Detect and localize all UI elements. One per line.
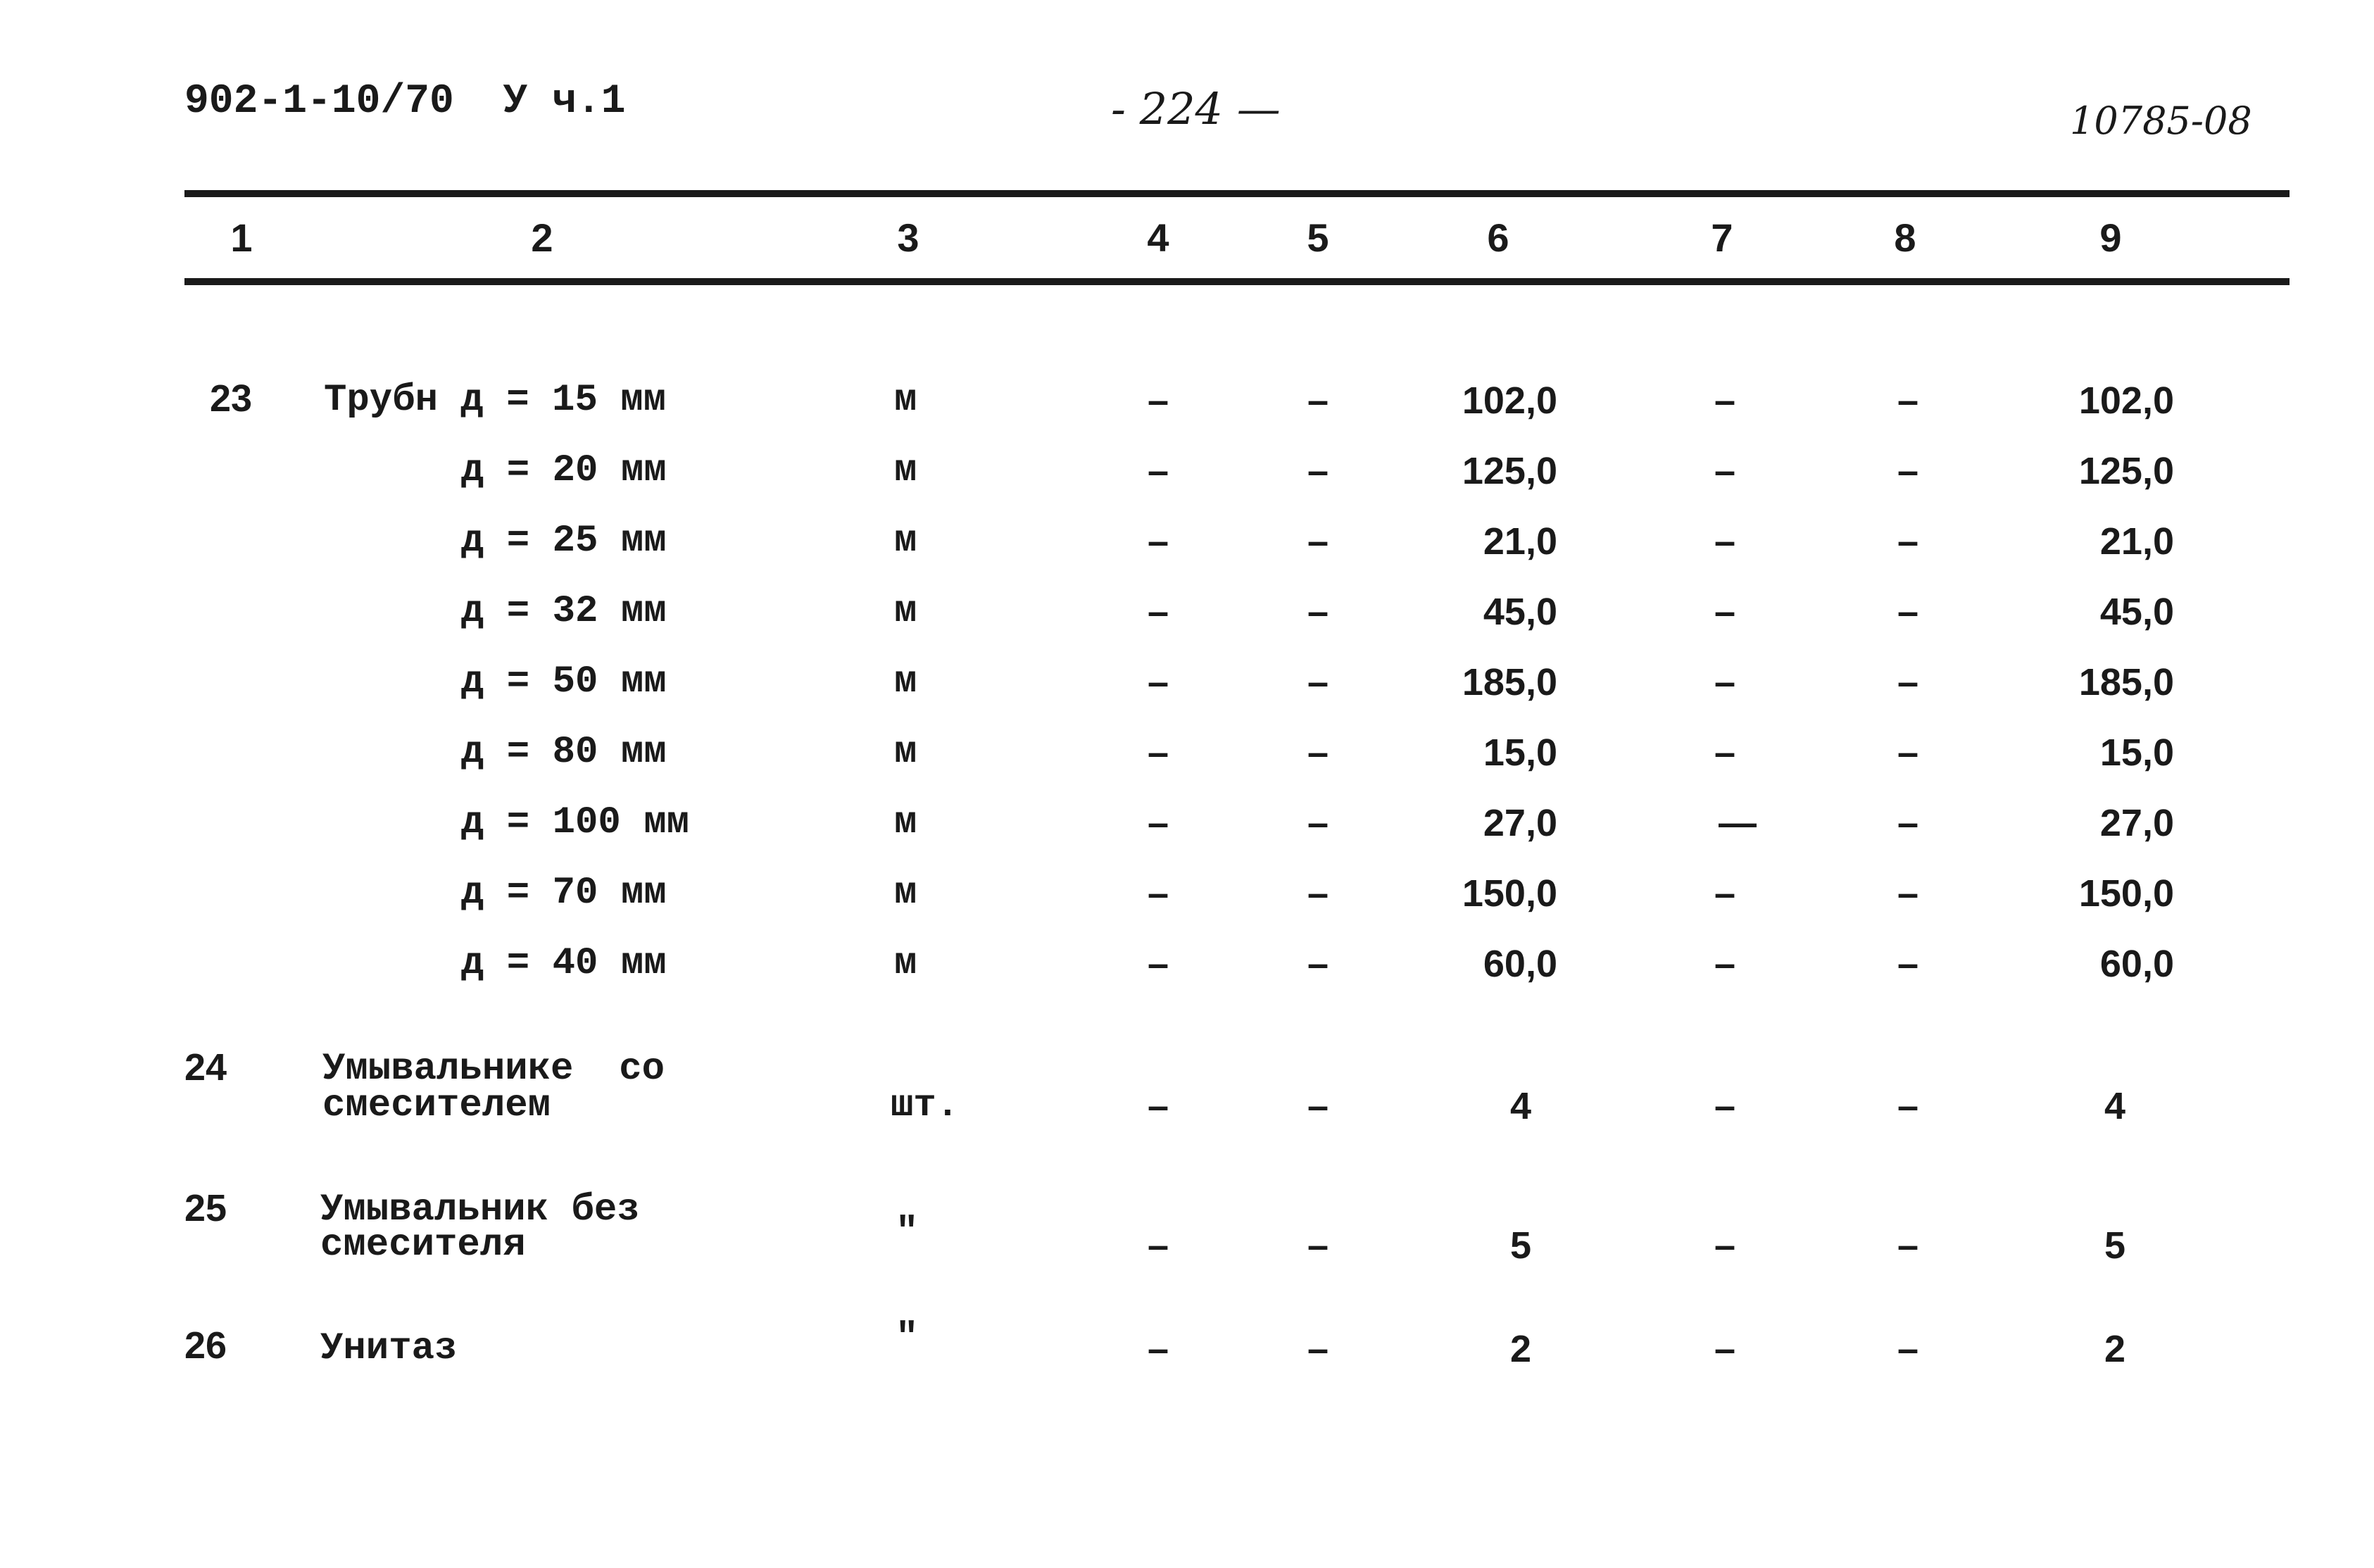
archive-number: 10785-08 <box>2070 99 2252 143</box>
item-name-line1: Умывальнике со <box>322 1048 665 1091</box>
item-name: д = 40 мм <box>461 942 667 985</box>
item-name-line1: Умывальник без <box>320 1188 640 1231</box>
column-header-3: 3 <box>897 215 919 260</box>
col6-value: 4 <box>1509 1085 1532 1127</box>
col7-value: – <box>1714 732 1736 774</box>
col8-value: – <box>1897 520 1919 563</box>
table-header-rule <box>184 278 2290 285</box>
col7-value: – <box>1714 1085 1736 1127</box>
item-name: д = 80 мм <box>461 731 667 774</box>
column-header-2: 2 <box>531 215 553 260</box>
unit: м <box>894 590 917 633</box>
col9-value: 2 <box>2104 1328 2126 1370</box>
col9-value: 5 <box>2104 1224 2126 1267</box>
col8-value: – <box>1897 943 1919 985</box>
col4-value: – <box>1147 872 1169 915</box>
item-name: д = 25 мм <box>461 520 667 563</box>
col4-value: – <box>1147 591 1169 633</box>
col5-value: – <box>1307 1085 1329 1127</box>
page-number: - 224 — <box>1111 83 1281 134</box>
col8-value: – <box>1897 732 1919 774</box>
item-name-line2: смесителя <box>320 1224 526 1267</box>
column-header-9: 9 <box>2099 215 2122 260</box>
unit: м <box>894 660 917 703</box>
row-number: 23 <box>210 377 253 420</box>
column-header-7: 7 <box>1711 215 1733 260</box>
col4-value: – <box>1147 943 1169 985</box>
col8-value: – <box>1897 1224 1919 1267</box>
col9-value: 15,0 <box>2099 732 2174 774</box>
col6-value: 15,0 <box>1483 732 1557 774</box>
col6-value: 5 <box>1509 1224 1532 1267</box>
unit: м <box>894 520 917 563</box>
col9-value: 21,0 <box>2099 520 2174 563</box>
col8-value: – <box>1897 661 1919 703</box>
col8-value: – <box>1897 802 1919 844</box>
col4-value: – <box>1147 1224 1169 1267</box>
col7-value: – <box>1714 520 1736 563</box>
unit: м <box>894 872 917 915</box>
column-header-6: 6 <box>1487 215 1509 260</box>
unit: " <box>896 1317 919 1360</box>
col5-value: – <box>1307 872 1329 915</box>
col7-value: – <box>1714 1328 1736 1370</box>
column-header-4: 4 <box>1147 215 1169 260</box>
col8-value: – <box>1897 1085 1919 1127</box>
item-name: Унитаз <box>320 1327 458 1370</box>
item-name: д = 70 мм <box>461 872 667 915</box>
col9-value: 27,0 <box>2099 802 2174 844</box>
item-name: д = 50 мм <box>461 660 667 703</box>
unit: шт. <box>891 1084 960 1127</box>
column-header-8: 8 <box>1894 215 1916 260</box>
item-name-line2: смесителем <box>322 1084 551 1127</box>
col8-value: – <box>1897 872 1919 915</box>
col5-value: – <box>1307 661 1329 703</box>
col4-value: – <box>1147 520 1169 563</box>
col4-value: – <box>1147 732 1169 774</box>
column-header-1: 1 <box>230 215 253 260</box>
col7-value: – <box>1714 943 1736 985</box>
item-name: д = 100 мм <box>461 801 690 844</box>
col6-value: 60,0 <box>1483 943 1557 985</box>
col5-value: – <box>1307 1224 1329 1267</box>
col9-value: 4 <box>2104 1085 2126 1127</box>
col5-value: – <box>1307 591 1329 633</box>
col7-value: — <box>1719 802 1757 844</box>
col6-value: 185,0 <box>1462 661 1557 703</box>
col4-value: – <box>1147 450 1169 492</box>
item-name: Трубн д = 15 мм <box>324 379 667 422</box>
col6-value: 27,0 <box>1483 802 1557 844</box>
unit: м <box>894 449 917 492</box>
item-name: д = 20 мм <box>461 449 667 492</box>
row-number: 26 <box>184 1324 227 1367</box>
unit: м <box>894 942 917 985</box>
col5-value: – <box>1307 1328 1329 1370</box>
col4-value: – <box>1147 1328 1169 1370</box>
col4-value: – <box>1147 802 1169 844</box>
unit: " <box>896 1211 919 1254</box>
col5-value: – <box>1307 732 1329 774</box>
col7-value: – <box>1714 661 1736 703</box>
unit: м <box>894 731 917 774</box>
col4-value: – <box>1147 1085 1169 1127</box>
col7-value: – <box>1714 872 1736 915</box>
col8-value: – <box>1897 591 1919 633</box>
col5-value: – <box>1307 802 1329 844</box>
col7-value: – <box>1714 1224 1736 1267</box>
col5-value: – <box>1307 450 1329 492</box>
col4-value: – <box>1147 661 1169 703</box>
col5-value: – <box>1307 520 1329 563</box>
col9-value: 150,0 <box>2078 872 2174 915</box>
col9-value: 45,0 <box>2099 591 2174 633</box>
col6-value: 150,0 <box>1462 872 1557 915</box>
col5-value: – <box>1307 380 1329 422</box>
col6-value: 125,0 <box>1462 450 1557 492</box>
col8-value: – <box>1897 380 1919 422</box>
document-code: 902-1-10/70 У ч.1 <box>184 79 626 125</box>
col9-value: 125,0 <box>2078 450 2174 492</box>
item-name: д = 32 мм <box>461 590 667 633</box>
unit: м <box>894 801 917 844</box>
col5-value: – <box>1307 943 1329 985</box>
row-number: 25 <box>184 1187 227 1229</box>
col6-value: 102,0 <box>1462 380 1557 422</box>
col6-value: 2 <box>1509 1328 1532 1370</box>
col8-value: – <box>1897 450 1919 492</box>
column-header-5: 5 <box>1307 215 1329 260</box>
row-number: 24 <box>184 1046 227 1089</box>
col6-value: 21,0 <box>1483 520 1557 563</box>
unit: м <box>894 379 917 422</box>
col4-value: – <box>1147 380 1169 422</box>
col9-value: 185,0 <box>2078 661 2174 703</box>
col7-value: – <box>1714 591 1736 633</box>
col6-value: 45,0 <box>1483 591 1557 633</box>
col9-value: 102,0 <box>2078 380 2174 422</box>
table-top-rule <box>184 190 2290 197</box>
col7-value: – <box>1714 450 1736 492</box>
col9-value: 60,0 <box>2099 943 2174 985</box>
col8-value: – <box>1897 1328 1919 1370</box>
col7-value: – <box>1714 380 1736 422</box>
